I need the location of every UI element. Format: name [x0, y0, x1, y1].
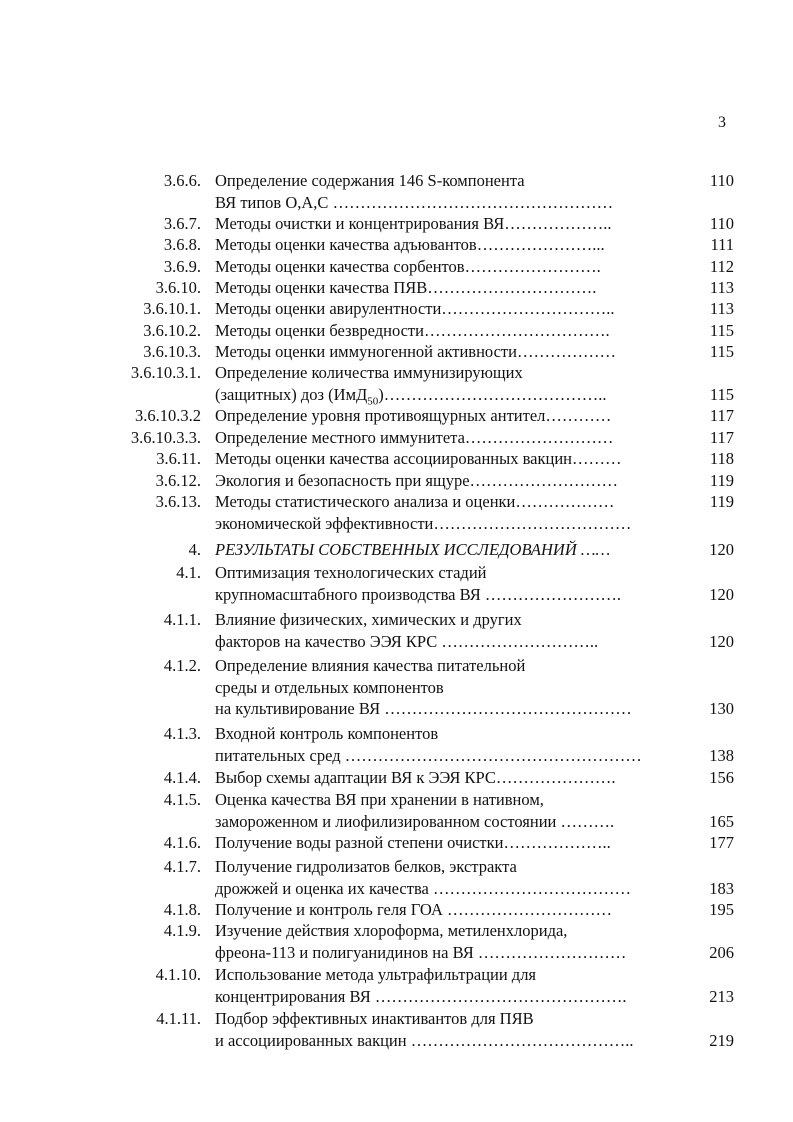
- toc-entry-number: 3.6.10.: [155, 278, 201, 297]
- toc-entry-title: [215, 789, 685, 832]
- toc-entry-title-line: Определение содержания 146 S-компонента: [215, 171, 525, 190]
- toc-entry-title: [215, 832, 685, 854]
- toc-entry-title: [215, 491, 685, 534]
- toc-entry-title-line: Методы оценки качества адъювантов…………………...: [215, 235, 605, 254]
- toc-entry-page: 120: [709, 540, 734, 559]
- toc-entry-number: 4.1.11.: [156, 1009, 201, 1028]
- toc-entry-title-line: Выбор схемы адаптации ВЯ к ЭЭЯ КРС………………….: [215, 768, 616, 787]
- toc-entry-number: 4.1.4.: [163, 768, 201, 787]
- toc-entry-number: 3.6.10.3.2: [135, 406, 201, 425]
- toc-entry-title: [215, 470, 685, 492]
- toc-entry-title-line: Входной контроль компонентов: [215, 724, 439, 743]
- toc-entry-title: [215, 256, 685, 278]
- toc-entry-title-line: Оптимизация технологических стадий: [215, 563, 487, 582]
- toc-entry-title: [215, 405, 685, 427]
- toc-entry-title: [215, 899, 685, 921]
- toc-entry-number: 3.6.7.: [163, 214, 201, 233]
- toc-entry-title: [215, 277, 685, 299]
- toc-entry-title-line: Методы оценки качества сорбентов…………………….: [215, 257, 601, 276]
- toc-entry-page: 156: [709, 768, 734, 787]
- toc-entry-title: [215, 362, 685, 405]
- toc-entry-title: [215, 320, 685, 342]
- toc-entry-title: [215, 213, 685, 235]
- toc-entry-title: [215, 964, 685, 1007]
- toc-entry-page: 111: [710, 235, 734, 254]
- toc-entry-title-line: дрожжей и оценка их качества ………………………………: [215, 878, 631, 898]
- toc-entry-page: 113: [709, 278, 734, 297]
- toc-entry-title-line: Оценка качества ВЯ при хранении в нативном,: [215, 790, 544, 809]
- toc-entry-number: 4.1.6.: [163, 833, 201, 852]
- toc-entry-page: 130: [709, 699, 734, 718]
- toc-entry-title: [215, 539, 685, 561]
- toc-entry-title: [215, 1008, 685, 1051]
- toc-entry-page: 120: [709, 584, 734, 604]
- toc-entry-title: [215, 609, 685, 652]
- toc-entry-title-line: Влияние физических, химических и других: [215, 610, 522, 629]
- toc-entry-number: 3.6.13.: [155, 492, 201, 511]
- toc-entry-title: [215, 427, 685, 449]
- toc-entry-title: [215, 341, 685, 363]
- toc-entry-title-line: концентрирования ВЯ ……………………………………….: [215, 986, 627, 1006]
- toc-entry-title: [215, 920, 685, 963]
- toc-entry-title-line: Получение и контроль геля ГОА …………………………: [215, 900, 613, 919]
- toc-entry-title: [215, 298, 685, 320]
- toc-entry-title-line: на культивирование ВЯ ………………………………………: [215, 699, 632, 718]
- toc-entry-page: 117: [709, 406, 734, 425]
- toc-entry-number: 4.1.8.: [163, 900, 201, 919]
- toc-entry-title: [215, 562, 685, 605]
- toc-entry-title-line: Получение гидролизатов белков, экстракта: [215, 857, 517, 876]
- toc-entry-title-line: Методы оценки качества ассоциированных вакцин………: [215, 449, 622, 468]
- toc-entry-page: 213: [709, 986, 734, 1006]
- toc-entry-title-line: Методы статистического анализа и оценки………………: [215, 492, 615, 511]
- toc-entry-title-line: и ассоциированных вакцин …………………………………..: [215, 1030, 634, 1050]
- page-number: 3: [718, 114, 726, 131]
- toc-entry-title-line: замороженном и лиофилизированном состоянии ……….: [215, 811, 615, 831]
- toc-entry-title-line: среды и отдельных компонентов: [215, 677, 444, 697]
- toc-entry-title-line: (защитных) доз (ИмД$_{50}$)…………………………………..: [215, 384, 607, 405]
- toc-entry-page: 115: [709, 321, 734, 340]
- toc-entry-page: 118: [709, 449, 734, 468]
- toc-entry-title-line: Определение влияния качества питательной: [215, 656, 526, 675]
- toc-entry-number: 3.6.10.3.: [143, 342, 201, 361]
- toc-entry-number: 3.6.10.3.1.: [130, 363, 201, 382]
- toc-entry-title-line: Методы оценки авирулентности…………………………..: [215, 299, 615, 318]
- toc-entry-page: 110: [709, 171, 734, 190]
- toc-entry-title: [215, 723, 685, 766]
- toc-entry-title-line: Методы оценки безвредности…………………………….: [215, 321, 610, 340]
- toc-entry-title: [215, 170, 685, 213]
- toc-entry-page: 206: [709, 942, 734, 962]
- toc-entry-title-line: Определение количества иммунизирующих: [215, 363, 523, 382]
- toc-entry-number: 3.6.8.: [163, 235, 201, 254]
- toc-entry-number: 4.1.2.: [163, 656, 201, 675]
- toc-entry-title-line: Определение уровня противоящурных антител…………: [215, 406, 612, 425]
- toc-entry-page: 219: [709, 1030, 734, 1050]
- toc-entry-title-line: питательных сред ………………………………………………: [215, 745, 642, 765]
- toc-entry-number: 4.1.7.: [163, 857, 201, 876]
- toc-entry-title-line: Использование метода ультрафильтрации для: [215, 965, 537, 984]
- toc-entry-number: 4.1.5.: [163, 790, 201, 809]
- toc-entry-page: 117: [709, 428, 734, 447]
- toc-entry-number: 4.1.: [176, 563, 201, 582]
- toc-entry-page: 138: [709, 745, 734, 765]
- toc-entry-title: [215, 234, 685, 256]
- toc-entry-page: 119: [709, 492, 734, 511]
- toc-entry-title-line: фреона-113 и полигуанидинов на ВЯ ………………………: [215, 942, 627, 962]
- toc-entry-title-line: ВЯ типов О,А,С ……………………………………………: [215, 192, 614, 212]
- toc-entry-number: 4.1.1.: [163, 610, 201, 629]
- toc-entry-title-line: РЕЗУЛЬТАТЫ СОБСТВЕННЫХ ИССЛЕДОВАНИЙ ……: [215, 540, 611, 559]
- toc-entry-number: 4.1.9.: [163, 921, 201, 940]
- toc-entry-page: 165: [709, 811, 734, 831]
- toc-entry-page: 195: [709, 900, 734, 919]
- toc-entry-title: [215, 767, 685, 789]
- toc-entry-number: 3.6.10.2.: [143, 321, 201, 340]
- toc-entry-title-line: Изучение действия хлороформа, метиленхлорида,: [215, 921, 568, 940]
- toc-entry-number: 4.1.3.: [163, 724, 201, 743]
- toc-entry-page: 113: [709, 299, 734, 318]
- toc-entry-page: 110: [709, 214, 734, 233]
- toc-entry-title-line: Экология и безопасность при ящуре………………………: [215, 471, 619, 490]
- toc-entry-title-line: Определение местного иммунитета………………………: [215, 428, 614, 447]
- toc-entry-number: 3.6.12.: [155, 471, 201, 490]
- toc-entry-title: [215, 856, 685, 899]
- toc-entry-title-line: экономической эффективности………………………………: [215, 513, 632, 533]
- toc-entry-number: 4.1.10.: [155, 965, 201, 984]
- toc-entry-number: 3.6.6.: [163, 171, 201, 190]
- toc-entry-page: 112: [709, 257, 734, 276]
- toc-entry-number: 3.6.9.: [163, 257, 201, 276]
- toc-entry-title-line: Методы оценки иммуногенной активности………………: [215, 342, 616, 361]
- toc-entry-number: 3.6.11.: [156, 449, 201, 468]
- toc-entry-page: 119: [709, 471, 734, 490]
- toc-entry-title-line: Методы очистки и концентрирования ВЯ………………..: [215, 214, 612, 233]
- toc-entry-page: 183: [709, 878, 734, 898]
- toc-entry-page: 115: [709, 384, 734, 404]
- toc-entry-title-line: факторов на качество ЭЭЯ КРС ………………………..: [215, 631, 599, 651]
- toc-entry-page: 115: [709, 342, 734, 361]
- toc-entry-title-line: Подбор эффективных инактивантов для ПЯВ: [215, 1009, 534, 1028]
- toc-entry-title-line: Получение воды разной степени очистки………………..: [215, 833, 611, 852]
- toc-entry-title: [215, 655, 685, 720]
- toc-entry-number: 4.: [188, 540, 201, 559]
- toc-entry-page: 120: [709, 631, 734, 651]
- toc-entry-title-line: Методы оценки качества ПЯВ………………………….: [215, 278, 597, 297]
- toc-entry-number: 3.6.10.1.: [143, 299, 201, 318]
- toc-entry-title: [215, 448, 685, 470]
- toc-entry-title-line: крупномасштабного производства ВЯ …………………….: [215, 584, 622, 604]
- toc-entry-number: 3.6.10.3.3.: [130, 428, 201, 447]
- toc-entry-page: 177: [709, 833, 734, 852]
